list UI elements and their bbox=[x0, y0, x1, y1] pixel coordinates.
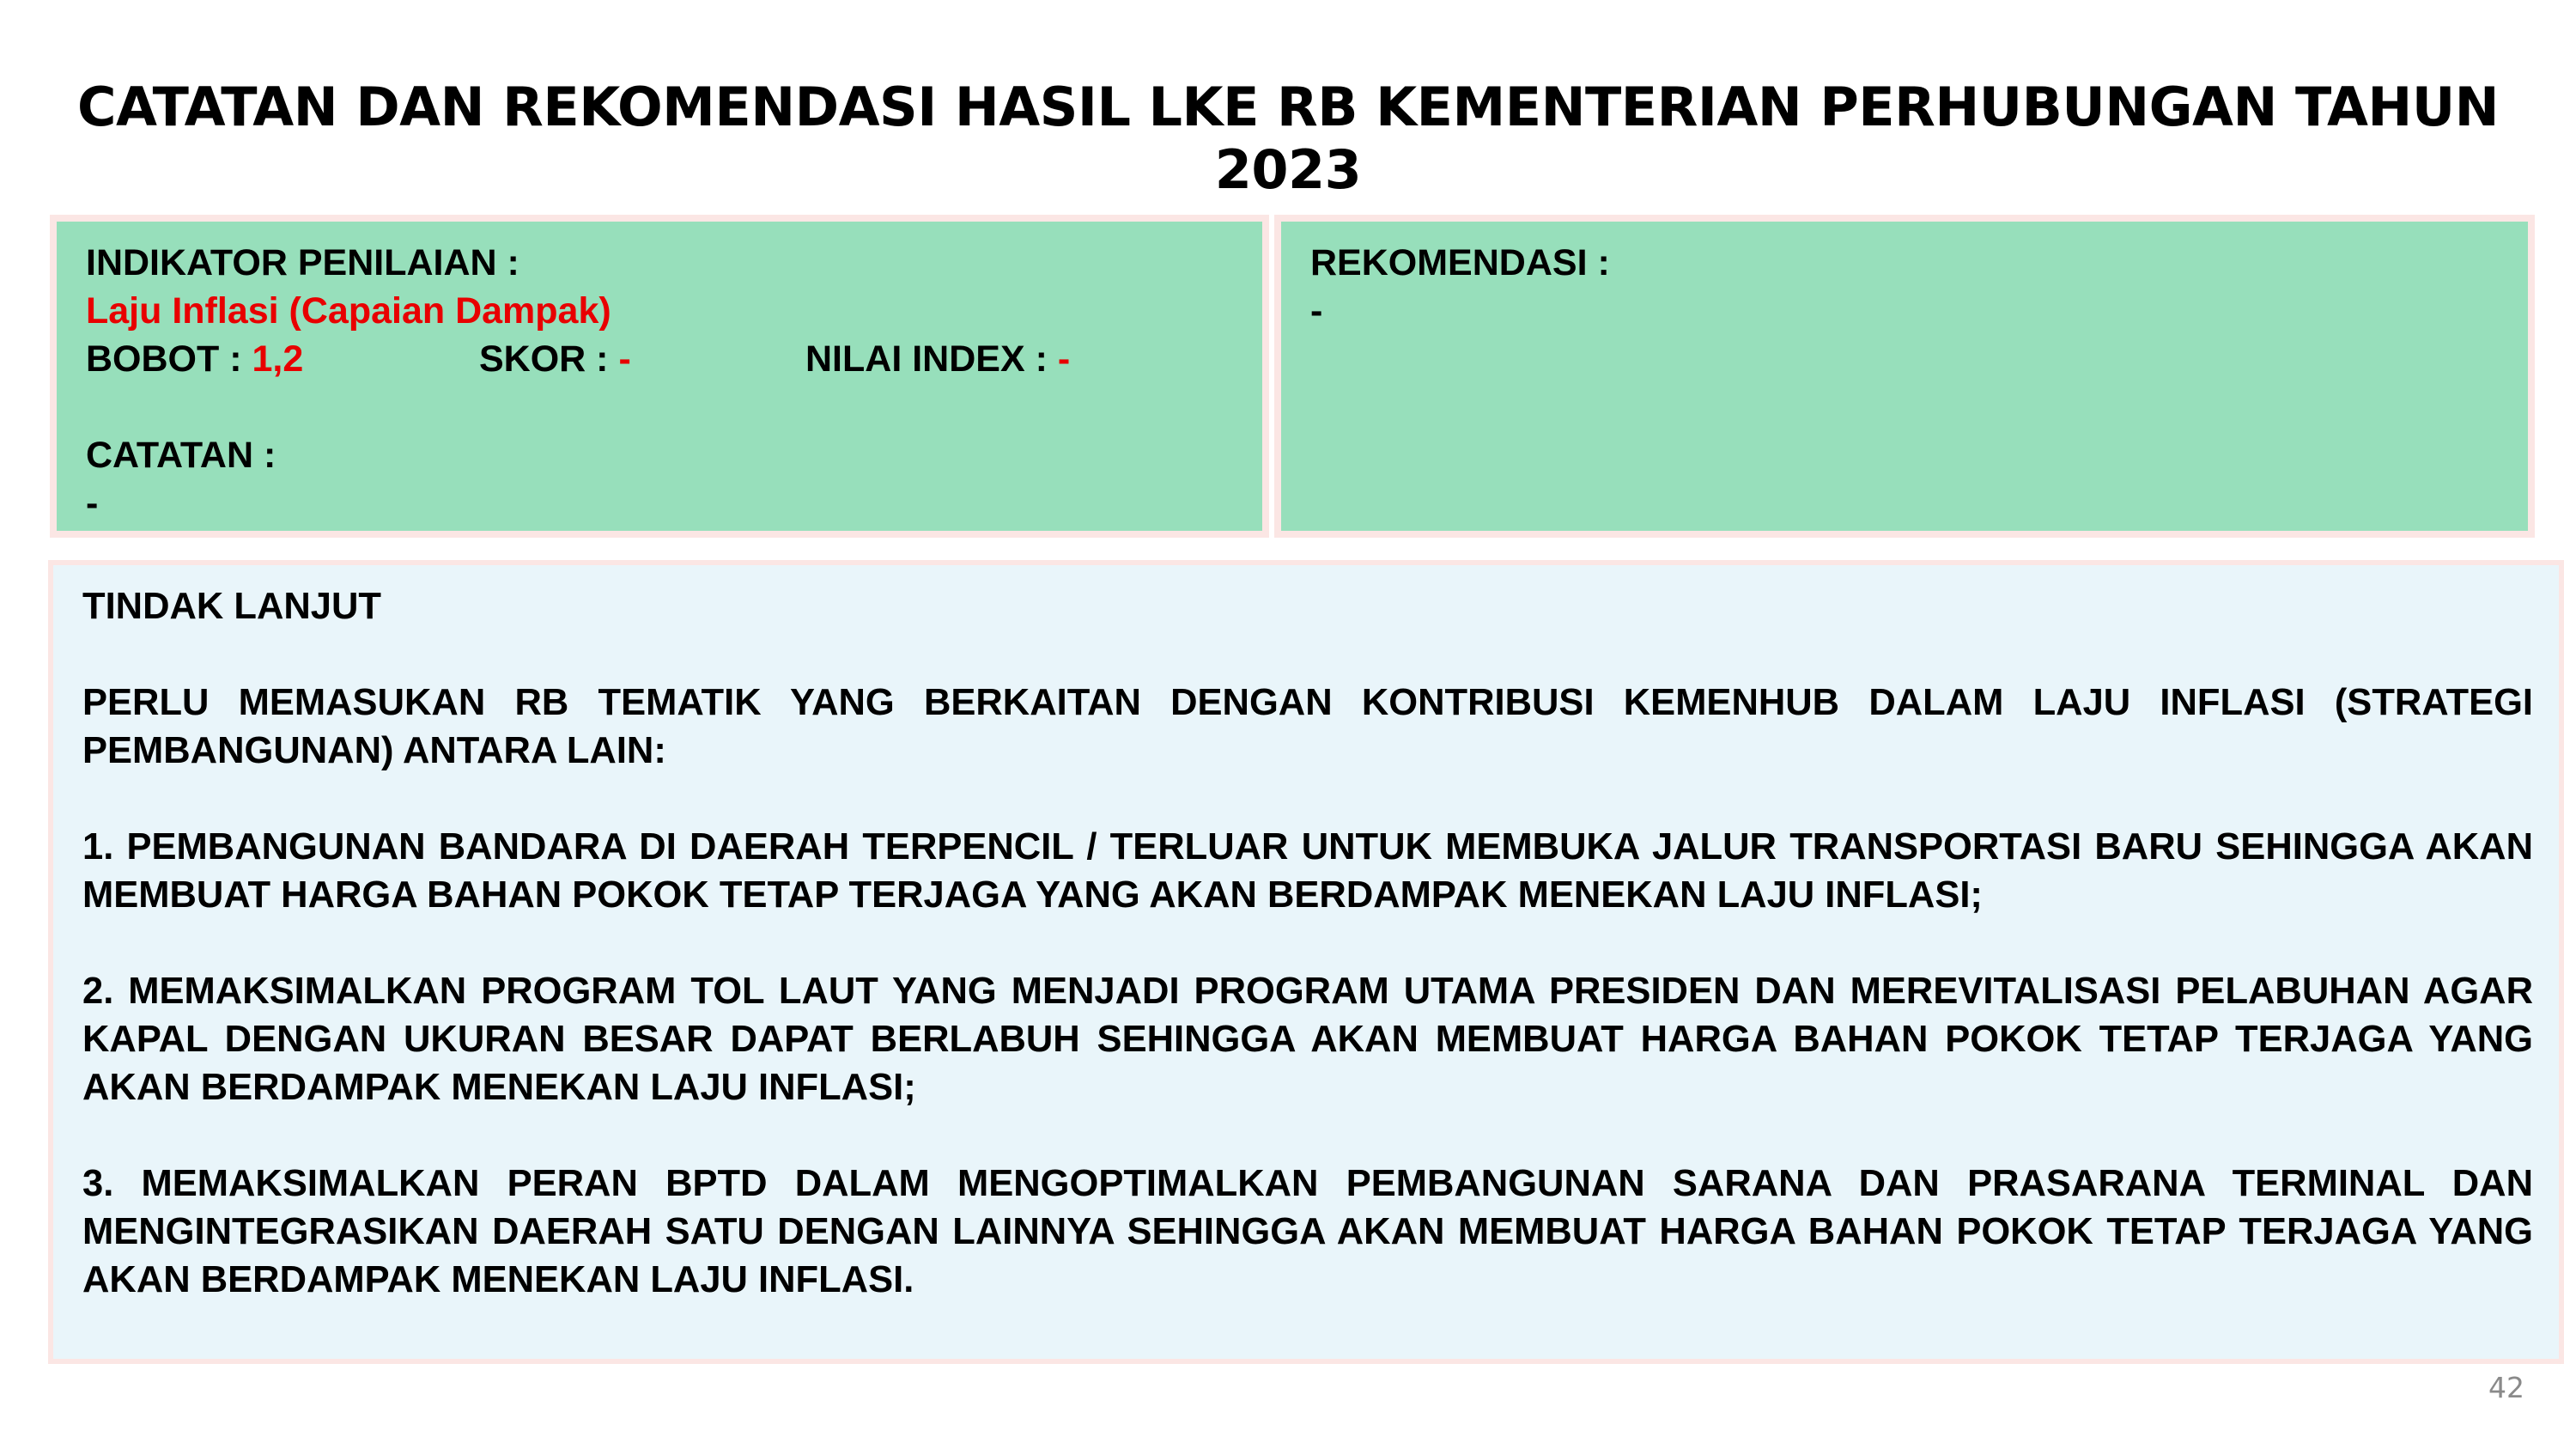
nilai-index bbox=[805, 335, 1070, 383]
catatan-label: CATATAN : bbox=[86, 435, 276, 476]
skor-label: SKOR : bbox=[479, 338, 619, 380]
nilai-index-label: NILAI INDEX : bbox=[805, 338, 1058, 380]
bobot-value: 1,2 bbox=[252, 338, 304, 380]
indikator-value: Laju Inflasi (Capaian Dampak) bbox=[86, 290, 611, 332]
tindak-lanjut-item: 3. MEMAKSIMALKAN PERAN BPTD DALAM MENGOPTIMALKAN PEMBANGUNAN SARANA DAN PRASARANA TERMINAL DAN MENGINTEGRASIKAN DAERAH SATU DENGAN LAINNYA SEHINGGA AKAN MEMBUAT HARGA BAHAN POKOK TETAP TERJAGA YANG AKAN BERDAMPAK MENEKAN LAJU INFLASI. bbox=[82, 1163, 2533, 1300]
nilai-index-value: - bbox=[1057, 338, 1071, 380]
score-row bbox=[86, 335, 1240, 383]
skor-value: - bbox=[618, 338, 631, 380]
page-title: CATATAN DAN REKOMENDASI HASIL LKE RB KEMENTERIAN PERHUBUNGAN TAHUN 2023 bbox=[76, 76, 2500, 201]
tindak-lanjut-item: 2. MEMAKSIMALKAN PROGRAM TOL LAUT YANG MENJADI PROGRAM UTAMA PRESIDEN DAN MEREVITALISASI PELABUHAN AGAR KAPAL DENGAN UKURAN BESAR DAPAT BERLABUH SEHINGGA AKAN MEMBUAT HARGA BAHAN POKOK TETAP TERJAGA YANG AKAN BERDAMPAK MENEKAN LAJU INFLASI; bbox=[82, 971, 2533, 1108]
rekomendasi-value: - bbox=[1310, 290, 1323, 332]
catatan-value: - bbox=[86, 483, 99, 524]
bobot-label: BOBOT : bbox=[86, 338, 252, 380]
page-number: 42 bbox=[2488, 1371, 2524, 1404]
tindak-lanjut-heading: TINDAK LANJUT bbox=[82, 586, 381, 627]
tindak-lanjut-panel bbox=[48, 560, 2564, 1364]
rekomendasi-label: REKOMENDASI : bbox=[1310, 242, 1610, 283]
tindak-lanjut-item: 1. PEMBANGUNAN BANDARA DI DAERAH TERPENCIL / TERLUAR UNTUK MEMBUKA JALUR TRANSPORTASI BARU SEHINGGA AKAN MEMBUAT HARGA BAHAN POKOK TETAP TERJAGA YANG AKAN BERDAMPAK MENEKAN LAJU INFLASI; bbox=[82, 826, 2533, 916]
rekomendasi-panel bbox=[1274, 215, 2535, 538]
bobot bbox=[86, 335, 479, 383]
indikator-panel bbox=[50, 215, 1269, 538]
indikator-label: INDIKATOR PENILAIAN : bbox=[86, 242, 519, 283]
tindak-lanjut-intro: PERLU MEMASUKAN RB TEMATIK YANG BERKAITAN DENGAN KONTRIBUSI KEMENHUB DALAM LAJU INFLASI (STRATEGI PEMBANGUNAN) ANTARA LAIN: bbox=[82, 682, 2533, 771]
skor bbox=[479, 335, 805, 383]
